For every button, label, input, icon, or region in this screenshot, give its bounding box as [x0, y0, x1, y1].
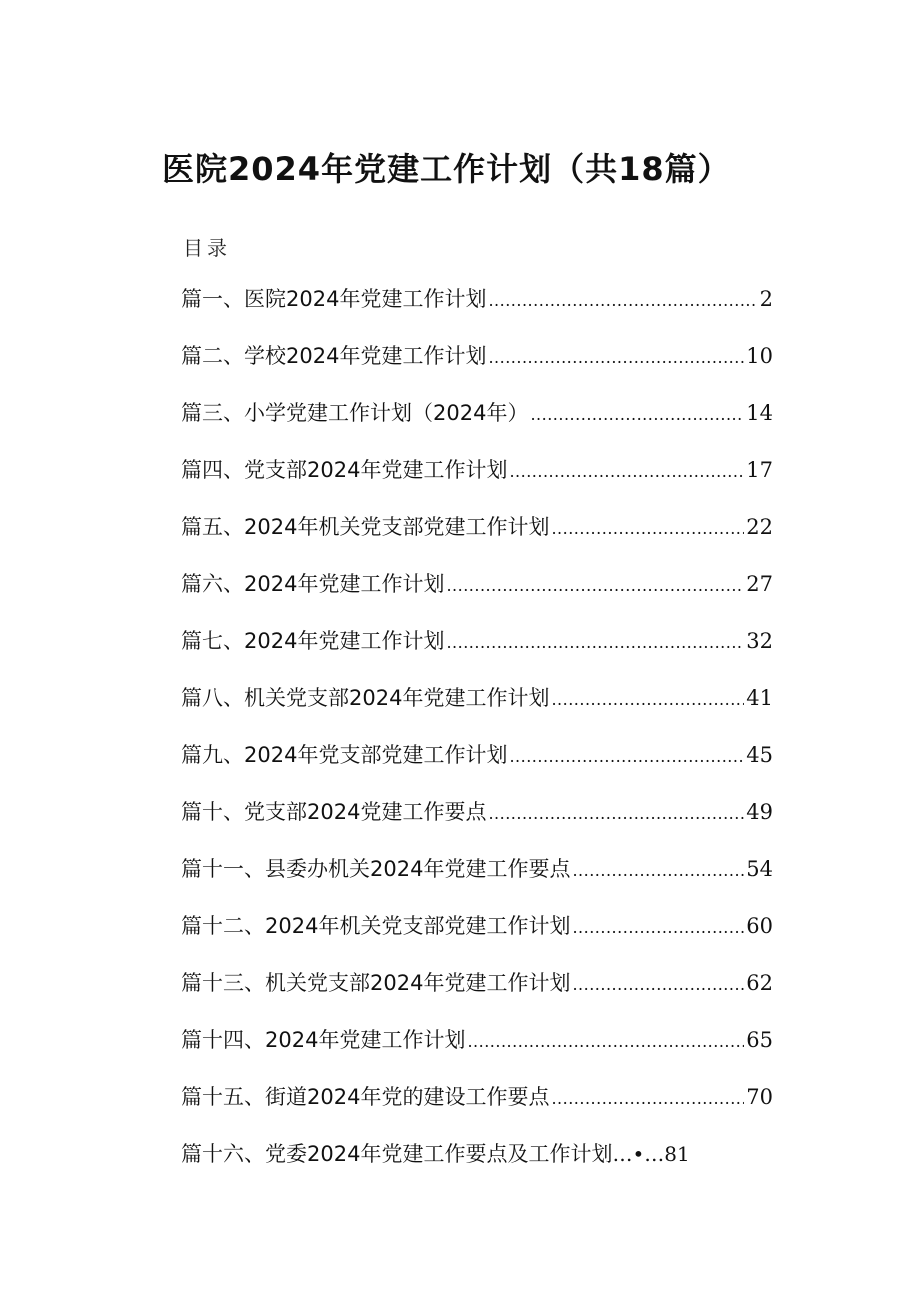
- toc-entry-label: 篇七、2024年党建工作计划: [181, 629, 445, 653]
- toc-entry[interactable]: [181, 511, 773, 568]
- toc-entry-label: 篇二、学校2024年党建工作计划: [181, 344, 487, 368]
- toc-entry-label: 篇五、2024年机关党支部党建工作计划: [181, 515, 550, 539]
- dot-leader: [488, 800, 744, 824]
- toc-entry[interactable]: [181, 682, 773, 739]
- toc-entry[interactable]: [181, 568, 773, 625]
- document-title: 医院2024年党建工作计划（共18篇）: [162, 150, 731, 188]
- dot-leader: [572, 857, 744, 881]
- toc-entry[interactable]: [181, 340, 773, 397]
- toc-page-number: 60: [746, 914, 773, 938]
- toc-entry-label: 篇十六、党委2024年党建工作要点及工作计划: [181, 1142, 613, 1166]
- dot-leader: [509, 743, 744, 767]
- toc-entry-label: 篇十、党支部2024党建工作要点: [181, 800, 487, 824]
- toc-page-number: 70: [746, 1085, 773, 1109]
- toc-entry-label: 篇十二、2024年机关党支部党建工作计划: [181, 914, 571, 938]
- toc-page-number: 10: [746, 344, 773, 368]
- toc-page-number: 17: [746, 458, 773, 482]
- toc-entry-label: 篇四、党支部2024年党建工作计划: [181, 458, 508, 482]
- toc-entry[interactable]: [181, 739, 773, 796]
- toc-page-number: 62: [746, 971, 773, 995]
- toc-entry-tail: …•…81: [612, 1142, 690, 1166]
- toc-entry[interactable]: [181, 910, 773, 967]
- toc-entry[interactable]: [181, 1138, 729, 1195]
- toc-entry-label: 篇十一、县委办机关2024年党建工作要点: [181, 857, 571, 881]
- toc-page-number: 65: [746, 1028, 773, 1052]
- dot-leader: [446, 572, 744, 596]
- toc-page-number: 22: [746, 515, 773, 539]
- toc-page-number: 2: [759, 287, 773, 311]
- toc-entry[interactable]: [181, 283, 773, 340]
- toc-page-number: 32: [746, 629, 773, 653]
- toc-page-number: 49: [746, 800, 773, 824]
- toc-page-number: 45: [746, 743, 773, 767]
- toc-entry[interactable]: [181, 397, 773, 454]
- toc-entry[interactable]: [181, 796, 773, 853]
- toc-entry[interactable]: [181, 625, 773, 682]
- dot-leader: [572, 971, 744, 995]
- toc-entry-label: 篇三、小学党建工作计划（2024年）: [181, 401, 529, 425]
- dot-leader: [488, 344, 744, 368]
- dot-leader: [551, 515, 744, 539]
- dot-leader: [509, 458, 744, 482]
- dot-leader: [488, 287, 757, 311]
- toc-entry[interactable]: [181, 454, 773, 511]
- toc-entry-label: 篇十三、机关党支部2024年党建工作计划: [181, 971, 571, 995]
- toc-heading: 目录: [183, 236, 231, 260]
- table-of-contents: [181, 283, 773, 1195]
- toc-page-number: 54: [746, 857, 773, 881]
- toc-page-number: 14: [746, 401, 773, 425]
- dot-leader: [551, 1085, 744, 1109]
- dot-leader: [551, 686, 744, 710]
- toc-entry-label: 篇九、2024年党支部党建工作计划: [181, 743, 508, 767]
- toc-entry-label: 篇六、2024年党建工作计划: [181, 572, 445, 596]
- toc-entry-label: 篇一、医院2024年党建工作计划: [181, 287, 487, 311]
- dot-leader: [530, 401, 744, 425]
- toc-entry[interactable]: [181, 853, 773, 910]
- toc-entry-label: 篇十五、街道2024年党的建设工作要点: [181, 1085, 550, 1109]
- toc-entry[interactable]: [181, 967, 773, 1024]
- dot-leader: [572, 914, 744, 938]
- toc-entry[interactable]: [181, 1024, 773, 1081]
- toc-entry[interactable]: [181, 1081, 773, 1138]
- toc-entry-label: 篇八、机关党支部2024年党建工作计划: [181, 686, 550, 710]
- toc-page-number: 27: [746, 572, 773, 596]
- dot-leader: [467, 1028, 744, 1052]
- toc-entry-label: 篇十四、2024年党建工作计划: [181, 1028, 466, 1052]
- toc-page-number: 41: [746, 686, 773, 710]
- dot-leader: [446, 629, 744, 653]
